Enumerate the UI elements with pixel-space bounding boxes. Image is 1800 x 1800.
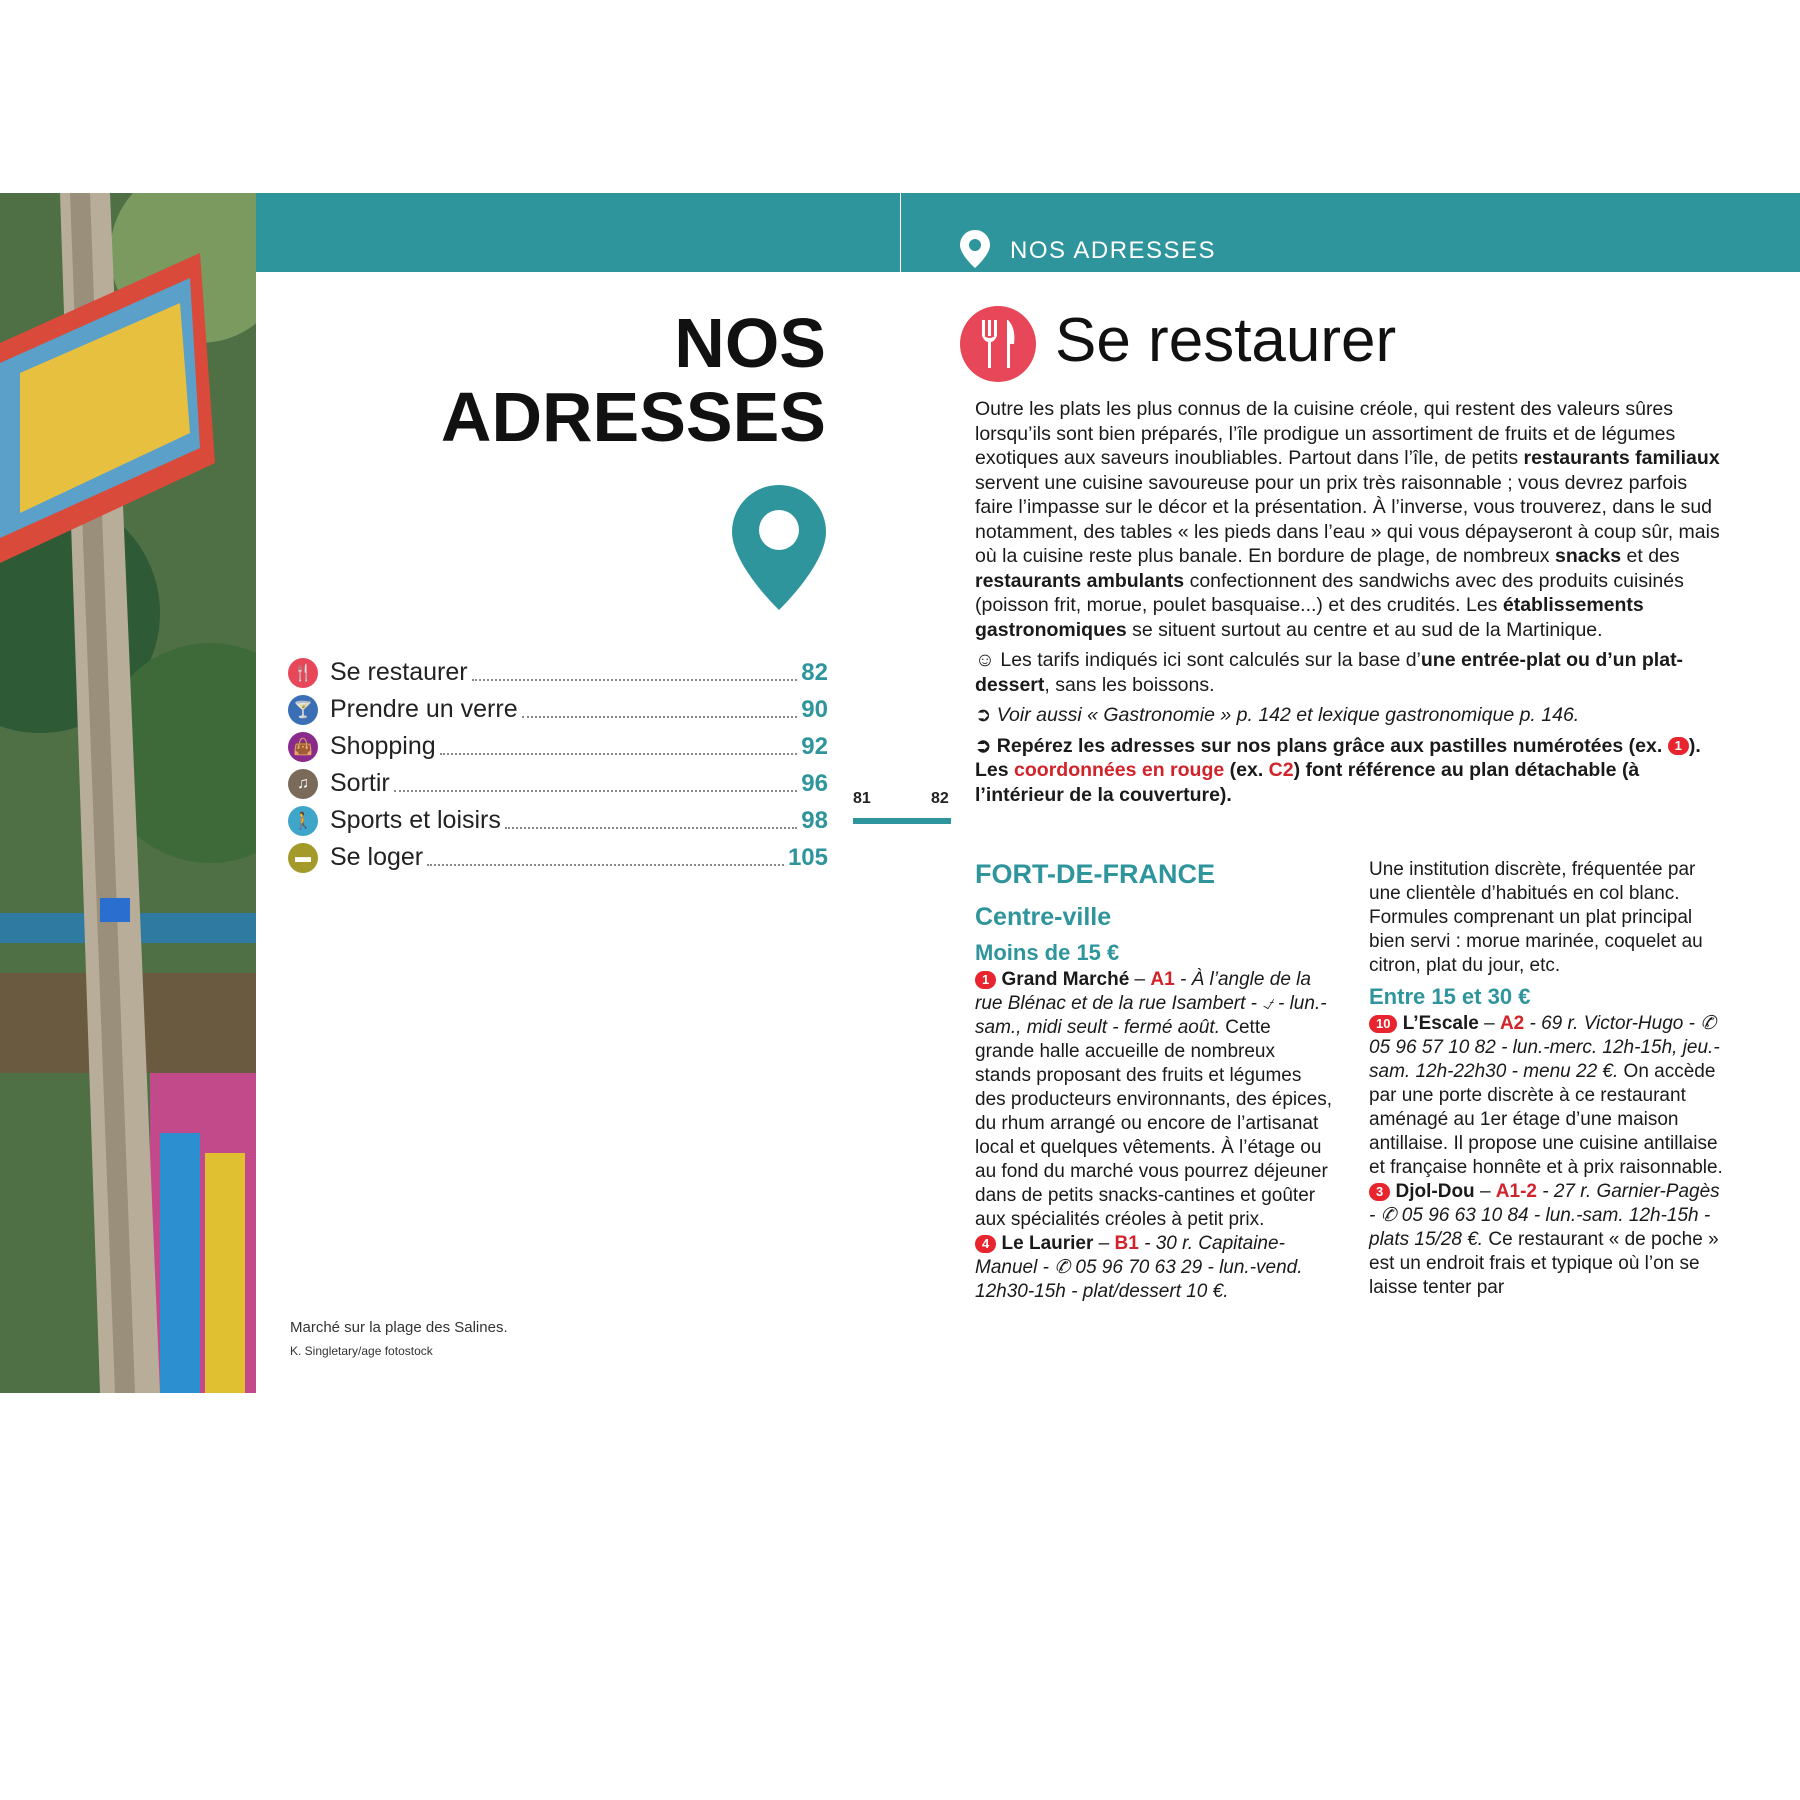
photo-credit: K. Singletary/age fotostock bbox=[290, 1344, 433, 1358]
toc-label: Sortir bbox=[330, 769, 390, 797]
toc-label: Prendre un verre bbox=[330, 695, 518, 723]
listing-name: Le Laurier bbox=[1001, 1233, 1094, 1254]
toc-item-shopping[interactable] bbox=[288, 728, 828, 765]
text: – bbox=[1474, 1181, 1496, 1202]
map-note bbox=[975, 734, 1720, 808]
bold-text: ). bbox=[1688, 734, 1701, 757]
page-number-left: 81 bbox=[853, 790, 871, 807]
listing-details: - À l’angle de la rue Blénac et de la rue Isambert - ⍻ - lun.-sam., midi seult - fermé août. bbox=[975, 969, 1327, 1038]
toc-item-se-restaurer[interactable] bbox=[288, 654, 828, 691]
toc-page: 98 bbox=[801, 806, 828, 834]
listing-name: Grand Marché bbox=[1001, 969, 1130, 990]
arrow-icon: ➲ bbox=[975, 704, 992, 726]
page-title bbox=[441, 306, 826, 454]
number-pill: 3 bbox=[1369, 1183, 1390, 1201]
listing-name: L’Escale bbox=[1402, 1013, 1479, 1034]
red-text: coordonnées en rouge bbox=[1014, 759, 1225, 781]
toc-leader bbox=[505, 807, 797, 829]
photo-caption: Marché sur la plage des Salines. bbox=[290, 1319, 508, 1336]
toc-item-sortir[interactable] bbox=[288, 765, 828, 802]
listing-continued: Une institution discrète, fréquentée par une clientèle d’habitués en col blanc. Formules comprenant un plat principal bien servi : morue marinée, coquelet au citron, plat du jour, etc. bbox=[1369, 859, 1703, 976]
column-right bbox=[1369, 858, 1724, 1300]
listing-djol-dou bbox=[1369, 1180, 1724, 1300]
section-title: Se restaurer bbox=[1055, 306, 1397, 375]
number-pill: 1 bbox=[1668, 737, 1689, 755]
listing-details: - 69 r. Victor-Hugo - ✆ 05 96 57 10 82 - lun.-merc. 12h-15h, jeu.-sam. 12h-22h30 - menu 22 €. bbox=[1369, 1013, 1720, 1082]
toc-item-se-loger[interactable] bbox=[288, 839, 828, 876]
page-title-line2: ADRESSES bbox=[440, 378, 826, 456]
text: Voir aussi « Gastronomie » p. 142 et lexique gastronomique p. 146. bbox=[996, 704, 1580, 726]
fork-knife-icon: 🍴 bbox=[288, 658, 318, 688]
book-spread bbox=[0, 193, 1800, 1393]
text: – bbox=[1129, 969, 1151, 990]
toc-label: Se restaurer bbox=[330, 658, 468, 686]
bold-text: Repérez les adresses sur nos plans grâce aux pastilles numérotées (ex. bbox=[996, 734, 1668, 757]
glass-icon: 🍸 bbox=[288, 695, 318, 725]
text: – bbox=[1093, 1233, 1115, 1254]
toc-label: Sports et loisirs bbox=[330, 806, 501, 834]
smiley-icon: ☺ bbox=[975, 649, 995, 671]
section-label: NOS ADRESSES bbox=[1010, 237, 1217, 264]
listing-grand-marche bbox=[975, 968, 1335, 1232]
toc-leader bbox=[440, 733, 798, 755]
number-pill: 4 bbox=[975, 1235, 996, 1253]
listing-description: On accède par une porte discrète à ce restaurant aménagé au 1er étage d’une maison antillaise. Il propose une cuisine antillaise et française honnête et à prix raisonnable. bbox=[1369, 1061, 1723, 1178]
toc-leader bbox=[522, 696, 798, 718]
text: se situent surtout au centre et au sud de la Martinique. bbox=[1126, 618, 1603, 641]
person-icon: 🚶 bbox=[288, 806, 318, 836]
bag-icon: 👜 bbox=[288, 732, 318, 762]
listing-details: - 27 r. Garnier-Pagès - ✆ 05 96 63 10 84 - lun.-sam. 12h-15h - plats 15/28 €. bbox=[1369, 1181, 1720, 1250]
toc-item-sports-et-loisirs[interactable] bbox=[288, 802, 828, 839]
listing-details: - 30 r. Capitaine-Manuel - ✆ 05 96 70 63 29 - lun.-vend. 12h30-15h - plat/dessert 10 €. bbox=[975, 1233, 1303, 1302]
listing-name: Djol-Dou bbox=[1395, 1181, 1475, 1202]
map-coordinate: A1 bbox=[1150, 969, 1175, 990]
toc-label: Shopping bbox=[330, 732, 436, 760]
bold-text: ) font référence au plan détachable (à l’intérieur de la couverture). bbox=[975, 759, 1640, 806]
bold-text: snacks bbox=[1554, 545, 1622, 567]
text: , sans les boissons. bbox=[1044, 673, 1215, 696]
price-heading: Entre 15 et 30 € bbox=[1369, 984, 1531, 1009]
listing-description: Ce restaurant « de poche » est un endroit frais et typique où l’on se laisse tenter par bbox=[1369, 1229, 1719, 1298]
number-pill: 1 bbox=[975, 971, 996, 989]
bold-text: une entrée-plat ou d’un plat-dessert bbox=[975, 649, 1684, 696]
header-band-left bbox=[256, 193, 900, 272]
toc-item-prendre-un-verre[interactable] bbox=[288, 691, 828, 728]
city-heading: FORT-DE-FRANCE bbox=[975, 859, 1215, 889]
bold-text: Les bbox=[975, 759, 1015, 781]
column-left bbox=[975, 858, 1335, 1304]
toc-page: 96 bbox=[801, 769, 828, 797]
red-text: C2 bbox=[1268, 759, 1294, 781]
text: – bbox=[1478, 1013, 1500, 1034]
intro-paragraph bbox=[975, 397, 1720, 642]
music-icon: ♫ bbox=[288, 769, 318, 799]
toc-leader bbox=[472, 659, 798, 681]
toc-label: Se loger bbox=[330, 843, 424, 871]
price-note bbox=[975, 648, 1720, 697]
listing-le-laurier bbox=[975, 1232, 1335, 1304]
bold-text: restaurants familiaux bbox=[1523, 447, 1720, 469]
map-coordinate: B1 bbox=[1114, 1233, 1139, 1254]
text: Outre les plats les plus connus de la cuisine créole, qui restent des valeurs sûres lorsqu’ils sont bien préparés, l’île prodigue un assortiment de fruits et de légumes exotiques aux saveurs inoubliables. Partout dans l’île, de petits bbox=[975, 398, 1676, 469]
map-coordinate: A2 bbox=[1499, 1013, 1525, 1034]
bed-icon: ▬ bbox=[288, 843, 318, 873]
bold-text: (ex. bbox=[1224, 759, 1269, 781]
fork-knife-icon bbox=[960, 306, 1036, 382]
intro-text bbox=[975, 397, 1720, 813]
toc-page: 92 bbox=[801, 732, 828, 760]
toc-page: 82 bbox=[801, 658, 828, 686]
text: servent une cuisine savoureuse pour un prix très raisonnable ; vous devrez parfois faire l’impasse sur le décor et la présentation. À l’inverse, vous trouverez, dans le sud notamment, des tables « les pieds dans l’eau » qui vous dépayseront à coup sûr, mais où la cuisine reste plus banale. En bordure de plage, de nombreux bbox=[975, 471, 1720, 567]
price-heading: Moins de 15 € bbox=[975, 940, 1120, 965]
text: et des bbox=[1621, 545, 1680, 567]
market-photo bbox=[0, 193, 256, 1393]
page-number-right: 82 bbox=[931, 790, 949, 807]
toc-page: 90 bbox=[801, 695, 828, 723]
see-also-note bbox=[975, 703, 1720, 728]
table-of-contents bbox=[288, 654, 828, 876]
listing-l-escale bbox=[1369, 1012, 1724, 1180]
toc-leader bbox=[427, 844, 784, 866]
text: confectionnent des sandwichs avec des produits cuisinés (poisson frit, morue, poulet basquaise...) et des crudités. Les bbox=[975, 569, 1684, 616]
area-heading: Centre-ville bbox=[975, 903, 1112, 931]
large-location-pin-icon bbox=[732, 485, 826, 610]
text: Les tarifs indiqués ici sont calculés sur la base d’ bbox=[1000, 649, 1421, 671]
page-title-line1: NOS bbox=[674, 304, 826, 382]
number-pill: 10 bbox=[1369, 1015, 1397, 1033]
bold-text: restaurants ambulants bbox=[975, 569, 1185, 592]
page-number-rule bbox=[853, 818, 951, 824]
location-pin-icon bbox=[960, 230, 990, 268]
listing-description: Cette grande halle accueille de nombreux stands proposant des fruits et légumes des producteurs environnants, des épices, du rhum arrangé ou encore de l’artisanat local et quelques vêtements. À l’étage ou au fond du marché vous pourrez déjeuner dans de petits snacks-cantines et goûter aux spécialités créoles à petit prix. bbox=[975, 1017, 1332, 1230]
toc-page: 105 bbox=[787, 843, 828, 871]
arrow-icon: ➲ bbox=[975, 734, 992, 757]
toc-leader bbox=[394, 770, 798, 792]
map-coordinate: A1-2 bbox=[1495, 1181, 1537, 1202]
bold-text: établissements gastronomiques bbox=[975, 594, 1644, 641]
